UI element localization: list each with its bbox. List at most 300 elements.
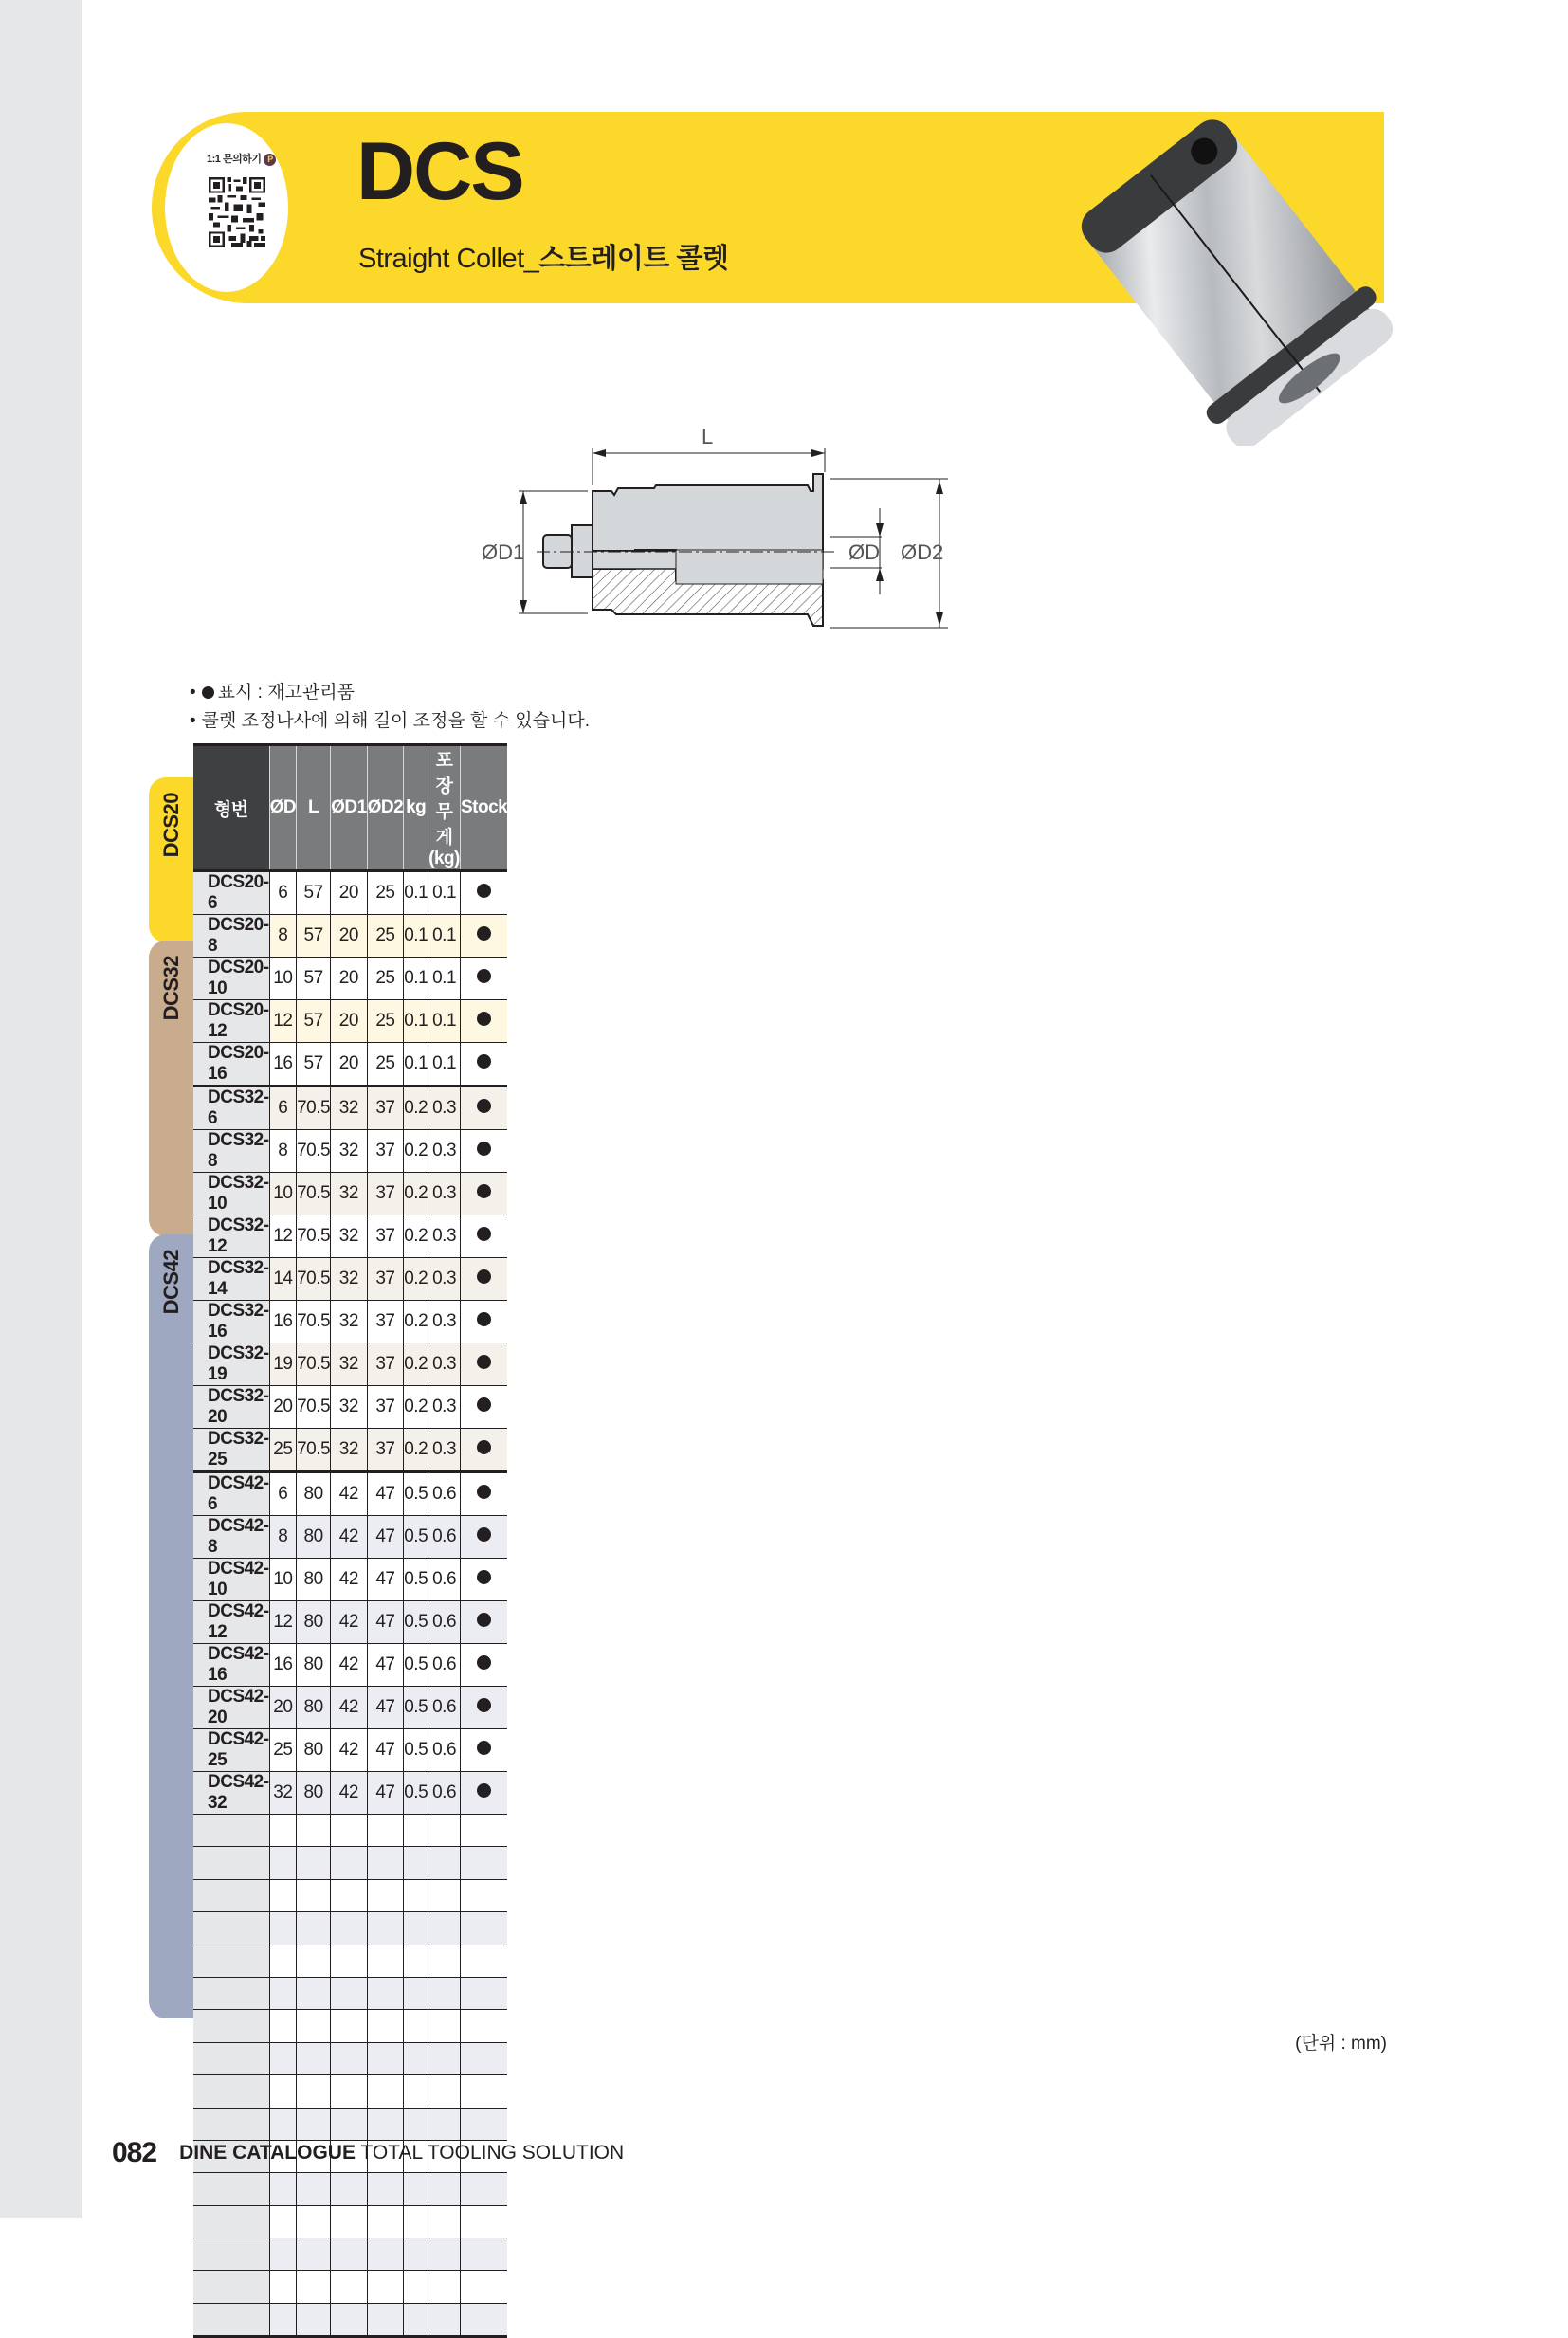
col-header-d2: ØD2 xyxy=(367,745,404,871)
cell-d: 8 xyxy=(269,1130,297,1173)
cell-pack-kg: 0.1 xyxy=(428,958,461,1000)
stock-dot-icon xyxy=(477,1184,491,1198)
cell-model: DCS32-14 xyxy=(193,1258,269,1301)
cell-kg: 0.1 xyxy=(404,1000,428,1043)
cell-d2: 47 xyxy=(367,1601,404,1644)
table-row xyxy=(193,1000,507,1043)
cell-d xyxy=(269,1977,297,2009)
col-header-pack-weight: 포장 무게(kg) xyxy=(428,745,461,871)
cell-pack-kg xyxy=(428,1879,461,1911)
cell-kg xyxy=(404,1879,428,1911)
qr-code[interactable] xyxy=(209,177,265,247)
table-row xyxy=(193,958,507,1000)
table-row-empty xyxy=(193,2042,507,2074)
cell-model: DCS32-12 xyxy=(193,1215,269,1258)
cell-kg: 0.5 xyxy=(404,1772,428,1815)
cell-pack-kg: 0.3 xyxy=(428,1301,461,1343)
cell-l: 80 xyxy=(297,1644,331,1687)
stock-dot-icon xyxy=(202,686,214,699)
cell-model xyxy=(193,2303,269,2336)
cell-d1 xyxy=(331,2303,368,2336)
table-row xyxy=(193,1343,507,1386)
stock-dot-icon xyxy=(477,1099,491,1113)
cell-d1: 32 xyxy=(331,1087,368,1130)
col-header-d1: ØD1 xyxy=(331,745,368,871)
group-label: DCS32 xyxy=(158,956,183,1021)
cell-d2 xyxy=(367,1977,404,2009)
cell-d2 xyxy=(367,2303,404,2336)
cell-d1: 32 xyxy=(331,1173,368,1215)
cell-d2: 37 xyxy=(367,1386,404,1429)
dim-label-d2: ØD2 xyxy=(901,540,944,564)
cell-stock xyxy=(460,1000,507,1043)
cell-stock xyxy=(460,1912,507,1945)
cell-kg: 0.2 xyxy=(404,1173,428,1215)
table-row xyxy=(193,1516,507,1559)
cell-pack-kg: 0.3 xyxy=(428,1343,461,1386)
stock-dot-icon xyxy=(477,1741,491,1755)
group-label: DCS20 xyxy=(158,793,183,858)
cell-stock xyxy=(460,2010,507,2042)
dim-label-l: L xyxy=(702,425,714,448)
cell-d: 10 xyxy=(269,1559,297,1601)
subtitle-korean: 스트레이트 콜렛 xyxy=(538,244,729,274)
dim-label-d1: ØD1 xyxy=(482,540,525,564)
cell-stock xyxy=(460,2108,507,2140)
cell-d2 xyxy=(367,1879,404,1911)
cell-pack-kg: 0.3 xyxy=(428,1386,461,1429)
cell-d: 16 xyxy=(269,1043,297,1087)
cell-stock xyxy=(460,1343,507,1386)
cell-stock xyxy=(460,1945,507,1977)
cell-pack-kg xyxy=(428,1912,461,1945)
cell-kg: 0.1 xyxy=(404,871,428,915)
cell-d2: 25 xyxy=(367,1043,404,1087)
cell-d2: 47 xyxy=(367,1516,404,1559)
note-adjustment-text: 콜렛 조정나사에 의해 길이 조정을 할 수 있습니다. xyxy=(201,711,590,731)
cell-kg xyxy=(404,2238,428,2271)
cell-stock xyxy=(460,1130,507,1173)
cell-stock xyxy=(460,2271,507,2303)
cell-model xyxy=(193,1815,269,1847)
cell-d2: 25 xyxy=(367,1000,404,1043)
col-header-stock: Stock xyxy=(460,745,507,871)
table-row-empty xyxy=(193,1815,507,1847)
cell-stock xyxy=(460,1301,507,1343)
page-margin-strip xyxy=(0,0,82,2218)
cell-l: 80 xyxy=(297,1516,331,1559)
table-row xyxy=(193,1772,507,1815)
cell-d xyxy=(269,2173,297,2205)
cell-model: DCS32-16 xyxy=(193,1301,269,1343)
cell-pack-kg: 0.1 xyxy=(428,1000,461,1043)
cell-d2 xyxy=(367,1945,404,1977)
stock-dot-icon xyxy=(477,1485,491,1499)
cell-d xyxy=(269,1912,297,1945)
stock-dot-icon xyxy=(477,1054,491,1069)
cell-stock xyxy=(460,1815,507,1847)
cell-stock xyxy=(460,1173,507,1215)
stock-dot-icon xyxy=(477,884,491,898)
cell-d2: 37 xyxy=(367,1087,404,1130)
cell-stock xyxy=(460,1977,507,2009)
cell-model xyxy=(193,1879,269,1911)
cell-l: 70.5 xyxy=(297,1301,331,1343)
table-row xyxy=(193,1559,507,1601)
cell-l xyxy=(297,1815,331,1847)
table-row xyxy=(193,1644,507,1687)
cell-l: 57 xyxy=(297,1000,331,1043)
stock-dot-icon xyxy=(477,1397,491,1412)
cell-d2 xyxy=(367,2271,404,2303)
table-row-empty xyxy=(193,2303,507,2336)
cell-stock xyxy=(460,1772,507,1815)
col-header-model: 형번 xyxy=(193,745,269,871)
col-header-l: L xyxy=(297,745,331,871)
cell-pack-kg xyxy=(428,1847,461,1879)
cell-l: 70.5 xyxy=(297,1130,331,1173)
cell-d xyxy=(269,1815,297,1847)
stock-dot-icon xyxy=(477,1698,491,1712)
cell-stock xyxy=(460,2238,507,2271)
cell-d2 xyxy=(367,1912,404,1945)
cell-d xyxy=(269,2303,297,2336)
cell-l xyxy=(297,2108,331,2140)
cell-pack-kg xyxy=(428,2205,461,2238)
cell-d: 8 xyxy=(269,1516,297,1559)
col-header-d: ØD xyxy=(269,745,297,871)
cell-stock xyxy=(460,1687,507,1729)
cell-stock xyxy=(460,915,507,958)
cell-pack-kg xyxy=(428,2075,461,2108)
cell-stock xyxy=(460,1258,507,1301)
cell-d1: 42 xyxy=(331,1644,368,1687)
cell-d2: 47 xyxy=(367,1472,404,1516)
cell-d1: 42 xyxy=(331,1559,368,1601)
table-row xyxy=(193,1687,507,1729)
cell-kg xyxy=(404,1977,428,2009)
table-row xyxy=(193,871,507,915)
qr-inquiry-text: 1:1 문의하기 xyxy=(207,154,262,165)
page-footer xyxy=(112,2137,624,2169)
cell-d1 xyxy=(331,1945,368,1977)
cell-kg: 0.5 xyxy=(404,1687,428,1729)
cell-model: DCS42-12 xyxy=(193,1601,269,1644)
cell-d1 xyxy=(331,1977,368,2009)
cell-kg: 0.2 xyxy=(404,1429,428,1472)
cell-kg xyxy=(404,2010,428,2042)
cell-l: 80 xyxy=(297,1687,331,1729)
cell-d1: 20 xyxy=(331,958,368,1000)
cell-d: 10 xyxy=(269,1173,297,1215)
collet-product-image xyxy=(1062,109,1403,446)
cell-d: 12 xyxy=(269,1000,297,1043)
cell-kg xyxy=(404,1912,428,1945)
cell-model xyxy=(193,1847,269,1879)
cell-stock xyxy=(460,1601,507,1644)
cell-d: 20 xyxy=(269,1386,297,1429)
cell-model: DCS20-8 xyxy=(193,915,269,958)
cell-d: 20 xyxy=(269,1687,297,1729)
cell-l: 70.5 xyxy=(297,1087,331,1130)
cell-d1: 32 xyxy=(331,1343,368,1386)
cell-pack-kg xyxy=(428,2271,461,2303)
cell-stock xyxy=(460,1729,507,1772)
table-row-empty xyxy=(193,1879,507,1911)
cell-kg: 0.5 xyxy=(404,1472,428,1516)
stock-dot-icon xyxy=(477,1312,491,1326)
cell-model: DCS42-25 xyxy=(193,1729,269,1772)
cell-d1 xyxy=(331,2173,368,2205)
cell-kg: 0.1 xyxy=(404,1043,428,1087)
cell-kg xyxy=(404,1847,428,1879)
cell-d1 xyxy=(331,2042,368,2074)
cell-model xyxy=(193,2075,269,2108)
unit-note: (단위 : mm) xyxy=(1295,2034,1387,2054)
cell-d xyxy=(269,2075,297,2108)
stock-dot-icon xyxy=(477,926,491,941)
footer-tagline: TOTAL TOOLING SOLUTION xyxy=(360,2142,625,2164)
cell-l: 80 xyxy=(297,1729,331,1772)
cell-l xyxy=(297,2010,331,2042)
cell-d: 8 xyxy=(269,915,297,958)
cell-pack-kg: 0.1 xyxy=(428,915,461,958)
cell-pack-kg: 0.1 xyxy=(428,871,461,915)
cell-kg: 0.2 xyxy=(404,1087,428,1130)
cell-stock xyxy=(460,871,507,915)
cell-stock xyxy=(460,1087,507,1130)
cell-stock xyxy=(460,1559,507,1601)
cell-model xyxy=(193,2042,269,2074)
cell-d2 xyxy=(367,2010,404,2042)
cell-d: 19 xyxy=(269,1343,297,1386)
cell-stock xyxy=(460,1429,507,1472)
cell-model: DCS32-19 xyxy=(193,1343,269,1386)
cell-pack-kg xyxy=(428,1815,461,1847)
cell-model: DCS32-6 xyxy=(193,1087,269,1130)
cell-pack-kg xyxy=(428,2108,461,2140)
cell-d: 6 xyxy=(269,871,297,915)
cell-pack-kg xyxy=(428,2010,461,2042)
cell-l xyxy=(297,2238,331,2271)
cell-pack-kg: 0.6 xyxy=(428,1687,461,1729)
cell-d2 xyxy=(367,1847,404,1879)
cell-model: DCS42-10 xyxy=(193,1559,269,1601)
cell-d1: 32 xyxy=(331,1301,368,1343)
table-row xyxy=(193,1173,507,1215)
cell-kg: 0.5 xyxy=(404,1559,428,1601)
cell-model: DCS42-8 xyxy=(193,1516,269,1559)
cell-model xyxy=(193,1945,269,1977)
cell-d1 xyxy=(331,2271,368,2303)
table-row-empty xyxy=(193,1847,507,1879)
cell-d: 16 xyxy=(269,1301,297,1343)
table-row xyxy=(193,1729,507,1772)
cell-pack-kg xyxy=(428,1945,461,1977)
cell-model: DCS32-20 xyxy=(193,1386,269,1429)
stock-dot-icon xyxy=(477,1269,491,1284)
cell-l: 57 xyxy=(297,958,331,1000)
table-row xyxy=(193,1043,507,1087)
stock-dot-icon xyxy=(477,1655,491,1670)
cell-pack-kg: 0.6 xyxy=(428,1772,461,1815)
cell-stock xyxy=(460,1879,507,1911)
cell-l: 70.5 xyxy=(297,1173,331,1215)
cell-kg: 0.2 xyxy=(404,1301,428,1343)
table-row xyxy=(193,1258,507,1301)
cell-kg xyxy=(404,1815,428,1847)
cell-kg xyxy=(404,2042,428,2074)
cell-d2: 25 xyxy=(367,871,404,915)
cell-kg: 0.2 xyxy=(404,1386,428,1429)
cell-d2: 25 xyxy=(367,958,404,1000)
cell-d xyxy=(269,2042,297,2074)
cell-d: 14 xyxy=(269,1258,297,1301)
cell-l: 57 xyxy=(297,915,331,958)
col-header-kg: kg xyxy=(404,745,428,871)
page-number: 082 xyxy=(112,2137,157,2168)
cell-d1: 32 xyxy=(331,1130,368,1173)
cell-d1: 20 xyxy=(331,871,368,915)
table-row xyxy=(193,1130,507,1173)
cell-kg xyxy=(404,2108,428,2140)
cell-kg: 0.5 xyxy=(404,1644,428,1687)
cell-l: 70.5 xyxy=(297,1343,331,1386)
cell-l xyxy=(297,2271,331,2303)
cell-l xyxy=(297,1945,331,1977)
cell-d2: 37 xyxy=(367,1301,404,1343)
cell-d2 xyxy=(367,2042,404,2074)
stock-dot-icon xyxy=(477,1783,491,1798)
stock-dot-icon xyxy=(477,1570,491,1584)
cell-stock xyxy=(460,2173,507,2205)
notes xyxy=(190,679,590,736)
cell-l xyxy=(297,1977,331,2009)
cell-kg xyxy=(404,2271,428,2303)
qr-inquiry-label[interactable] xyxy=(207,151,276,166)
cell-d: 25 xyxy=(269,1729,297,1772)
cell-d2 xyxy=(367,2173,404,2205)
cell-l xyxy=(297,1912,331,1945)
table-row-empty xyxy=(193,2108,507,2140)
cell-d: 16 xyxy=(269,1644,297,1687)
cell-pack-kg: 0.6 xyxy=(428,1644,461,1687)
cell-model xyxy=(193,2010,269,2042)
table-row xyxy=(193,1429,507,1472)
cell-d2: 37 xyxy=(367,1258,404,1301)
cell-pack-kg: 0.3 xyxy=(428,1429,461,1472)
cell-stock xyxy=(460,2042,507,2074)
cell-d1: 42 xyxy=(331,1516,368,1559)
cell-pack-kg xyxy=(428,2238,461,2271)
cell-model xyxy=(193,1977,269,2009)
cell-d2 xyxy=(367,1815,404,1847)
cell-d2: 37 xyxy=(367,1429,404,1472)
dim-label-d: ØD xyxy=(848,540,880,564)
cell-d1 xyxy=(331,2010,368,2042)
cell-kg: 0.1 xyxy=(404,915,428,958)
cell-model: DCS20-6 xyxy=(193,871,269,915)
cell-d: 6 xyxy=(269,1472,297,1516)
cell-d1: 20 xyxy=(331,1000,368,1043)
cell-stock xyxy=(460,1644,507,1687)
cell-kg: 0.5 xyxy=(404,1516,428,1559)
cell-d2: 47 xyxy=(367,1644,404,1687)
cell-d2: 47 xyxy=(367,1772,404,1815)
cell-kg: 0.2 xyxy=(404,1130,428,1173)
cell-d1 xyxy=(331,2238,368,2271)
spec-table xyxy=(193,743,507,2338)
cell-pack-kg: 0.1 xyxy=(428,1043,461,1087)
cell-l: 80 xyxy=(297,1472,331,1516)
footer-brand: DINE CATALOGUE xyxy=(179,2142,356,2164)
table-row xyxy=(193,1215,507,1258)
cell-d1: 20 xyxy=(331,1043,368,1087)
cell-d1 xyxy=(331,2075,368,2108)
stock-dot-icon xyxy=(477,1012,491,1026)
technical-drawing xyxy=(474,417,1081,635)
cell-pack-kg: 0.3 xyxy=(428,1173,461,1215)
cell-l: 70.5 xyxy=(297,1215,331,1258)
cell-d1: 32 xyxy=(331,1429,368,1472)
stock-dot-icon xyxy=(477,1142,491,1156)
cell-kg xyxy=(404,2303,428,2336)
cell-d2: 37 xyxy=(367,1343,404,1386)
cell-d xyxy=(269,1847,297,1879)
cell-d2 xyxy=(367,2205,404,2238)
cell-l xyxy=(297,2173,331,2205)
cell-d2: 37 xyxy=(367,1130,404,1173)
cell-model: DCS42-20 xyxy=(193,1687,269,1729)
stock-dot-icon xyxy=(477,1440,491,1454)
cell-d1: 42 xyxy=(331,1472,368,1516)
cell-pack-kg: 0.3 xyxy=(428,1087,461,1130)
table-row-empty xyxy=(193,1977,507,2009)
cell-pack-kg: 0.6 xyxy=(428,1601,461,1644)
cell-d: 12 xyxy=(269,1215,297,1258)
cell-kg xyxy=(404,2075,428,2108)
cell-d2: 37 xyxy=(367,1215,404,1258)
cell-d2 xyxy=(367,2075,404,2108)
subtitle-english: Straight Collet_ xyxy=(358,244,539,274)
cell-d: 10 xyxy=(269,958,297,1000)
cell-d2: 47 xyxy=(367,1687,404,1729)
note-stock-legend-text: 표시 : 재고관리품 xyxy=(217,683,355,703)
cell-d1: 20 xyxy=(331,915,368,958)
cell-d2: 25 xyxy=(367,915,404,958)
cell-d xyxy=(269,2238,297,2271)
cell-stock xyxy=(460,1847,507,1879)
cell-model xyxy=(193,2205,269,2238)
cell-l: 57 xyxy=(297,871,331,915)
table-header-row xyxy=(193,745,507,871)
cell-d1 xyxy=(331,2108,368,2140)
cell-kg: 0.2 xyxy=(404,1215,428,1258)
cell-d1: 42 xyxy=(331,1687,368,1729)
cell-l xyxy=(297,2303,331,2336)
group-band-dcs20 xyxy=(149,777,193,942)
cell-d1: 32 xyxy=(331,1386,368,1429)
cell-kg xyxy=(404,2173,428,2205)
group-label: DCS42 xyxy=(158,1249,183,1315)
cell-l xyxy=(297,2205,331,2238)
cell-pack-kg xyxy=(428,2173,461,2205)
cell-d xyxy=(269,2010,297,2042)
cell-d: 32 xyxy=(269,1772,297,1815)
cell-stock xyxy=(460,1472,507,1516)
cell-l: 70.5 xyxy=(297,1429,331,1472)
stock-dot-icon xyxy=(477,1527,491,1542)
